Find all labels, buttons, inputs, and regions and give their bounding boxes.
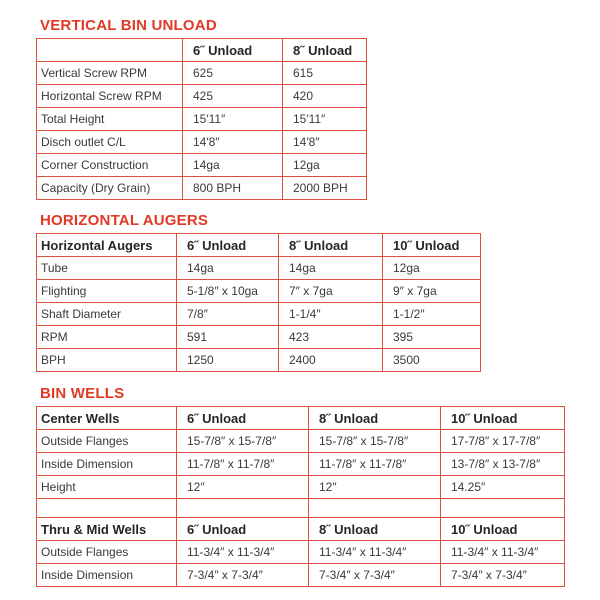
table-row (37, 326, 481, 349)
table-cell: 11-7/8″ x 11-7/8″ (177, 453, 309, 476)
table-cell: 14′8″ (283, 131, 367, 154)
horizontal-augers-table (36, 233, 481, 372)
table-header-row (37, 407, 565, 430)
table-cell: 15-7/8″ x 15-7/8″ (177, 430, 309, 453)
spacer-cell (177, 499, 309, 518)
column-header (37, 39, 183, 62)
table-header-row (37, 518, 565, 541)
column-header: Thru & Mid Wells (37, 518, 177, 541)
table-row (37, 131, 367, 154)
row-label: Capacity (Dry Grain) (37, 177, 183, 200)
vertical-bin-unload-title: VERTICAL BIN UNLOAD (40, 17, 217, 34)
column-header: 8˝ Unload (309, 407, 441, 430)
row-label: Horizontal Screw RPM (37, 85, 183, 108)
column-header: 6˝ Unload (177, 234, 279, 257)
column-header: Horizontal Augers (37, 234, 177, 257)
table-cell: 14ga (183, 154, 283, 177)
table-cell: 11-3/4″ x 11-3/4″ (441, 541, 565, 564)
row-label: Shaft Diameter (37, 303, 177, 326)
bin-wells-title: BIN WELLS (40, 385, 125, 402)
table-row (37, 476, 565, 499)
table-cell: 1250 (177, 349, 279, 372)
table-cell: 17-7/8″ x 17-7/8″ (441, 430, 565, 453)
spacer-cell (37, 499, 177, 518)
table-cell: 7-3/4″ x 7-3/4″ (309, 564, 441, 587)
horizontal-augers-title: HORIZONTAL AUGERS (40, 212, 209, 229)
row-label: RPM (37, 326, 177, 349)
table-cell: 3500 (383, 349, 481, 372)
row-label: Tube (37, 257, 177, 280)
table-cell: 15′11″ (283, 108, 367, 131)
table-cell: 2000 BPH (283, 177, 367, 200)
table-cell: 7-3/4″ x 7-3/4″ (441, 564, 565, 587)
table-cell: 14.25″ (441, 476, 565, 499)
column-header: Center Wells (37, 407, 177, 430)
table-header-row (37, 234, 481, 257)
table-cell: 2400 (279, 349, 383, 372)
row-label: Outside Flanges (37, 541, 177, 564)
row-label: Disch outlet C/L (37, 131, 183, 154)
column-header: 8˝ Unload (309, 518, 441, 541)
table-row (37, 108, 367, 131)
column-header: 10˝ Unload (441, 407, 565, 430)
row-label: Total Height (37, 108, 183, 131)
table-cell: 800 BPH (183, 177, 283, 200)
table-row (37, 257, 481, 280)
table-row (37, 541, 565, 564)
table-header-row (37, 39, 367, 62)
table-cell: 11-7/8″ x 11-7/8″ (309, 453, 441, 476)
row-label: Inside Dimension (37, 453, 177, 476)
spacer-cell (309, 499, 441, 518)
table-cell: 420 (283, 85, 367, 108)
table-cell: 12″ (309, 476, 441, 499)
table-cell: 7/8″ (177, 303, 279, 326)
table-row (37, 62, 367, 85)
column-header: 10˝ Unload (441, 518, 565, 541)
table-cell: 1-1/2″ (383, 303, 481, 326)
table-cell: 14ga (279, 257, 383, 280)
spacer-cell (441, 499, 565, 518)
row-label: Flighting (37, 280, 177, 303)
table-cell: 7-3/4″ x 7-3/4″ (177, 564, 309, 587)
table-cell: 12ga (383, 257, 481, 280)
table-cell: 13-7/8″ x 13-7/8″ (441, 453, 565, 476)
table-cell: 625 (183, 62, 283, 85)
table-cell: 591 (177, 326, 279, 349)
column-header: 8˝ Unload (283, 39, 367, 62)
column-header: 10˝ Unload (383, 234, 481, 257)
row-label: Inside Dimension (37, 564, 177, 587)
row-label: Vertical Screw RPM (37, 62, 183, 85)
table-cell: 15-7/8″ x 15-7/8″ (309, 430, 441, 453)
table-cell: 5-1/8″ x 10ga (177, 280, 279, 303)
table-row (37, 154, 367, 177)
table-row (37, 349, 481, 372)
table-row (37, 85, 367, 108)
table-row (37, 564, 565, 587)
vertical-bin-unload-table (36, 38, 367, 200)
table-row (37, 453, 565, 476)
table-cell: 425 (183, 85, 283, 108)
row-label: Corner Construction (37, 154, 183, 177)
table-cell: 1-1/4″ (279, 303, 383, 326)
table-row (37, 177, 367, 200)
row-label: BPH (37, 349, 177, 372)
column-header: 6˝ Unload (177, 407, 309, 430)
table-cell: 15′11″ (183, 108, 283, 131)
table-cell: 11-3/4″ x 11-3/4″ (177, 541, 309, 564)
table-row (37, 280, 481, 303)
table-row (37, 430, 565, 453)
column-header: 6˝ Unload (177, 518, 309, 541)
column-header: 8˝ Unload (279, 234, 383, 257)
row-label: Height (37, 476, 177, 499)
row-label: Outside Flanges (37, 430, 177, 453)
table-cell: 395 (383, 326, 481, 349)
table-cell: 9″ x 7ga (383, 280, 481, 303)
table-cell: 423 (279, 326, 383, 349)
table-cell: 7″ x 7ga (279, 280, 383, 303)
column-header: 6˝ Unload (183, 39, 283, 62)
table-spacer-row (37, 499, 565, 518)
table-cell: 615 (283, 62, 367, 85)
table-cell: 14′8″ (183, 131, 283, 154)
table-row (37, 303, 481, 326)
table-cell: 12ga (283, 154, 367, 177)
table-cell: 11-3/4″ x 11-3/4″ (309, 541, 441, 564)
bin-wells-table (36, 406, 565, 587)
table-cell: 12″ (177, 476, 309, 499)
table-cell: 14ga (177, 257, 279, 280)
